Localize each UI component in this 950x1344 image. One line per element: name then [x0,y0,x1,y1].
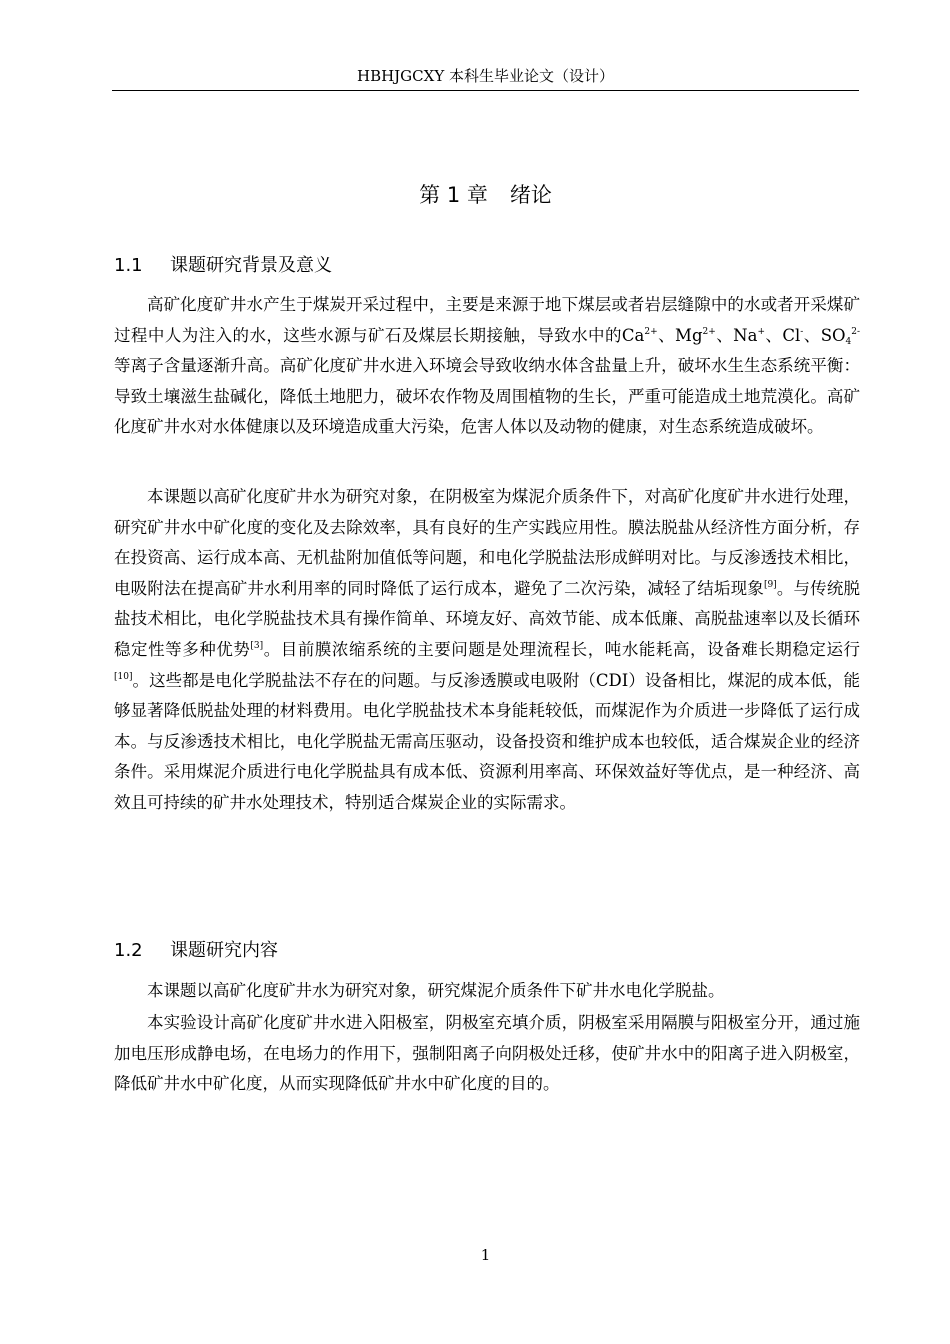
paragraph-background-1 [114,290,860,443]
text-run: 高矿化度矿井水产生于煤炭开采过程中，主要是来源于地下煤层或者岩层缝隙中的水或者开采煤矿过程中人为注入的水，这些水源与矿石及煤层长期接触，导致水中的 [114,295,860,345]
citation: [10] [114,671,133,682]
separator: 、 [765,325,783,345]
section-heading-1-2 [114,938,278,964]
ion-subscript: 4 [845,336,852,347]
section-number: 1.2 [114,940,143,961]
header-rule [112,90,859,91]
ion-mg: Mg [675,325,703,345]
separator: 、 [715,325,734,345]
ion-na: Na [733,325,758,345]
separator: 、 [657,325,676,345]
paragraph-background-2 [114,482,860,819]
ion-charge: 2- [851,326,861,337]
ion-ca: Ca [621,325,645,345]
paragraph-content-1: 本课题以高矿化度矿井水为研究对象，研究煤泥介质条件下矿井水电化学脱盐。 [147,981,725,1000]
chapter-name: 绪论 [509,183,552,207]
ion-charge: + [757,326,765,337]
chapter-title [112,180,859,210]
citation: [9] [763,579,777,590]
citation: [3] [250,640,264,651]
ion-charge: 2+ [644,326,658,337]
text-run: 本课题以高矿化度矿井水为研究对象，在阴极室为煤泥介质条件下，对高矿化度矿井水进行处理，研究矿井水中矿化度的变化及去除效率，具有良好的生产实践应用性。膜法脱盐从经济性方面分析，存在投资高、运行成本高、无机盐附加值低等问题，和电化学脱盐法形成鲜明对比。与反渗透技术相比，电吸附法在提高矿井水利用率的同时降低了运行成本，避免了二次污染，减轻了结垢现象 [114,487,860,598]
text-run: 。与传统脱盐技术相比，电化学脱盐技术具有操作简单、环境友好、高效节能、成本低廉、高脱盐速率以及长循环稳定性等多种优势 [114,578,861,659]
ion-charge: - [800,326,804,337]
paragraph-content-2: 本实验设计高矿化度矿井水进入阳极室，阴极室充填介质，阴极室采用隔膜与阳极室分开，通过施加电压形成静电场，在电场力的作用下，强制阳离子向阴极处迁移，使矿井水中的阳离子进入阴极室，降低矿井水中矿化度，从而实现降低矿井水中矿化度的目的。 [114,1013,860,1094]
separator: 、 [803,325,821,345]
section-title: 课题研究内容 [170,940,278,961]
section-number: 1.1 [114,255,143,276]
ion-charge: 2+ [702,326,716,337]
section-title: 课题研究背景及意义 [170,255,332,276]
text-run: 。这些都是电化学脱盐法不存在的问题。与反渗透膜或电吸附（CDI）设备相比，煤泥的成本低，能够显著降低脱盐处理的材料费用。电化学脱盐技术本身能耗较低，而煤泥作为介质进一步降低了运行成本。与反渗透技术相比，电化学脱盐无需高压驱动，设备投资和维护成本也较低，适合煤炭企业的经济条件。采用煤泥介质进行电化学脱盐具有成本低、资源利用率高、环保效益好等优点，是一种经济、高效且可持续的矿井水处理技术，特别适合煤炭企业的实际需求。 [114,670,860,812]
chapter-number: 第 1 章 [419,183,488,207]
page-header: HBHJGCXY 本科生毕业论文（设计） [356,67,614,85]
text-run: 等离子含量逐渐升高。高矿化度矿井水进入环境会导致收纳水体含盐量上升，破坏水生生态系统平衡：导致土壤滋生盐碱化，降低土地肥力，破坏农作物及周围植物的生长，严重可能造成土地荒漠化。高矿化度矿井水对水体健康以及环境造成重大污染，危害人体以及动物的健康，对生态系统造成破坏。 [114,356,860,437]
section-heading-1-1 [114,253,332,279]
text-run: 。目前膜浓缩系统的主要问题是处理流程长，吨水能耗高，设备难长期稳定运行 [263,639,861,659]
ion-cl: Cl [782,325,801,345]
ion-so4: SO [820,325,846,345]
page-number: 1 [480,1246,491,1264]
